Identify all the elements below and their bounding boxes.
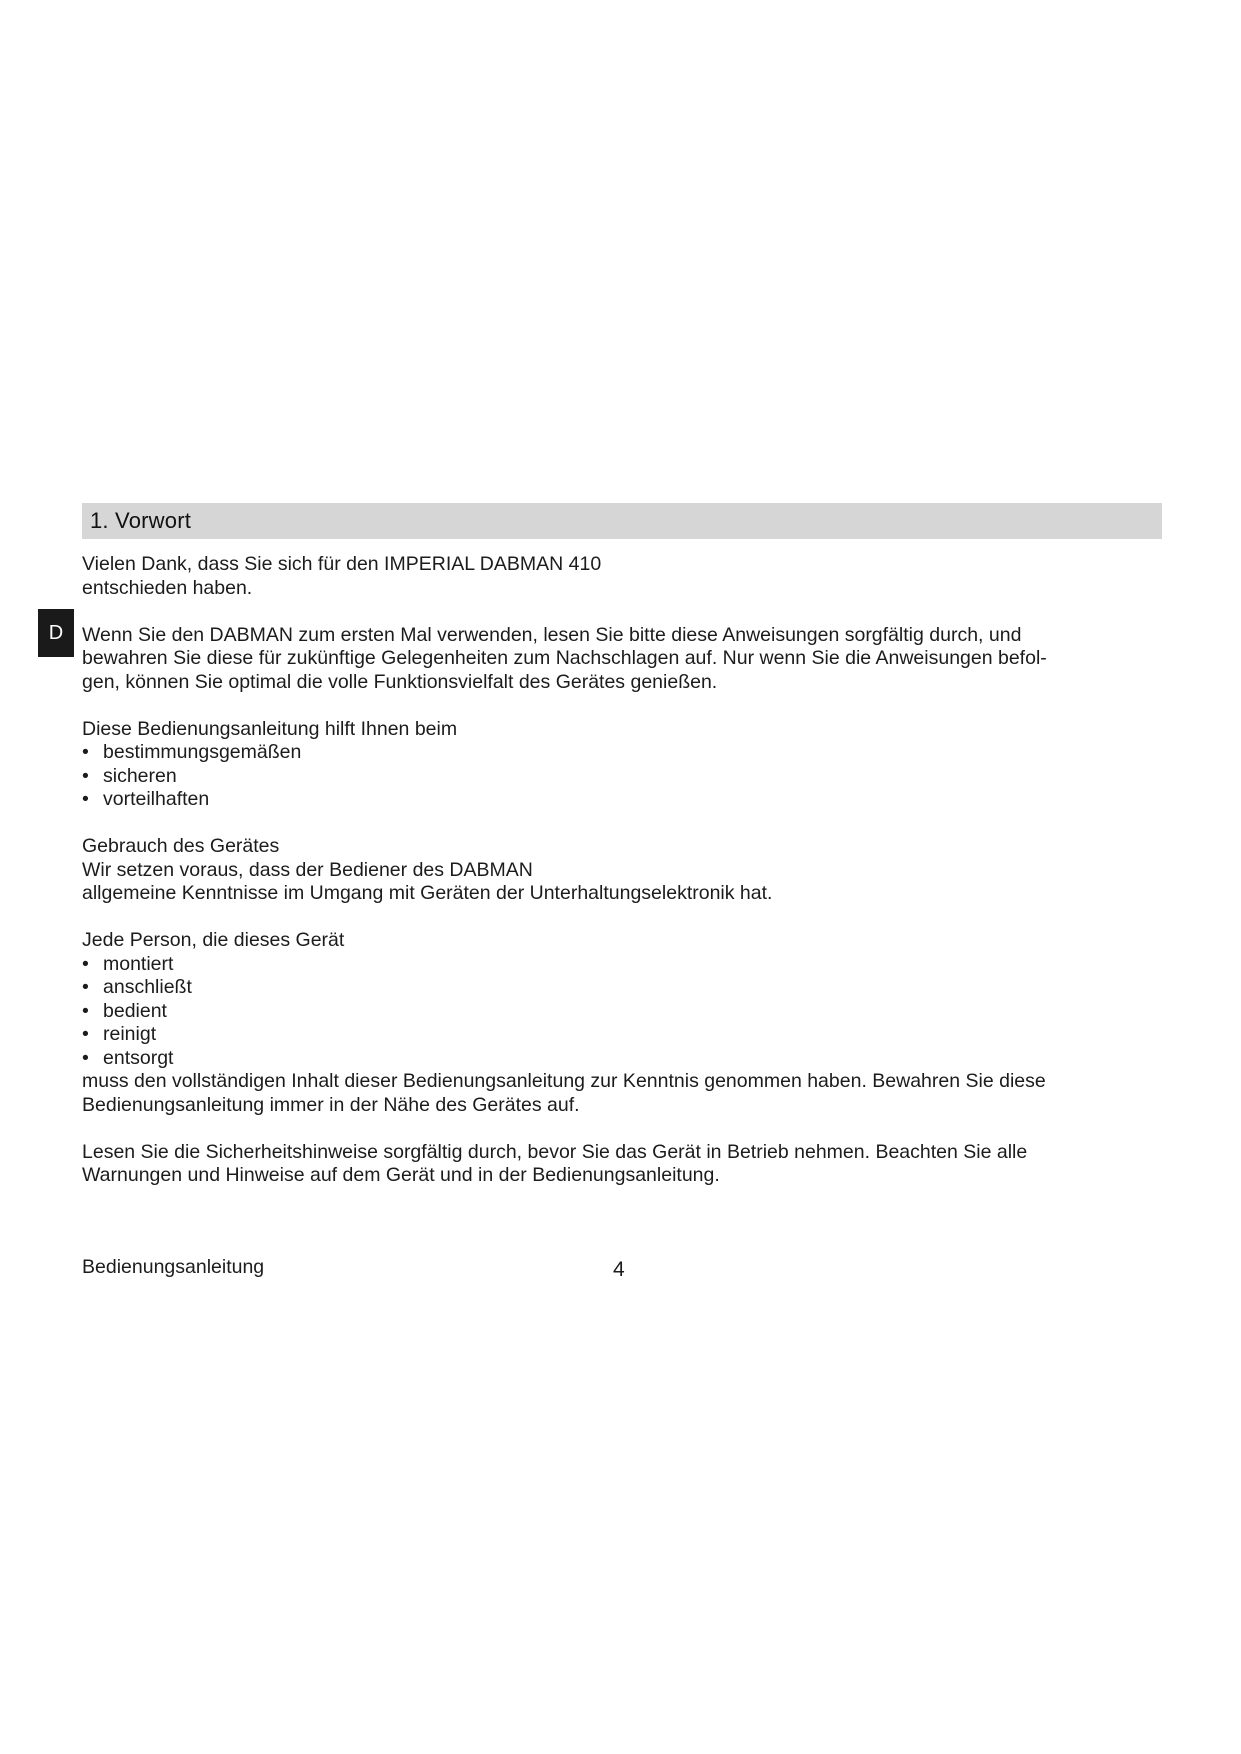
section-header <box>82 503 1162 539</box>
page-number: 4 <box>613 1258 625 1281</box>
help-intro: Diese Bedienungsanleitung hilft Ihnen beim <box>82 717 458 740</box>
language-tab-label: D <box>48 621 64 644</box>
bullet-icon: • <box>82 999 89 1022</box>
list-item <box>82 765 1172 789</box>
bullet-icon: • <box>82 788 89 810</box>
usage-line-2: Wir setzen voraus, dass der Bediener des DABMAN <box>82 858 533 881</box>
person-intro: Jede Person, die dieses Gerät <box>82 929 345 951</box>
list-item-text: bedient <box>103 999 167 1022</box>
list-item-text: sicheren <box>103 764 177 787</box>
bullet-icon: • <box>82 952 89 975</box>
list-item <box>82 1047 1172 1071</box>
safety-line-2: Warnungen und Hinweise auf dem Gerät und in der Bedienungsanleitung. <box>82 1164 720 1186</box>
intro-line-2: bewahren Sie diese für zukünftige Gelegenheiten zum Nachschlagen auf. Nur wenn Sie die Anweisungen befol- <box>82 647 1047 669</box>
bullet-icon: • <box>82 1023 89 1045</box>
intro-line-1: Wenn Sie den DABMAN zum ersten Mal verwenden, lesen Sie bitte diese Anweisungen sorgfältig durch, und <box>82 623 1022 646</box>
list-item <box>82 741 1172 765</box>
list-item <box>82 976 1172 1000</box>
bullet-icon: • <box>82 741 89 763</box>
list-item-text: entsorgt <box>103 1046 174 1069</box>
bullet-icon: • <box>82 764 89 787</box>
list-item <box>82 788 1172 812</box>
list-item <box>82 1000 1172 1024</box>
list-item-text: reinigt <box>103 1023 157 1045</box>
bullet-icon: • <box>82 976 89 998</box>
list-item <box>82 1023 1172 1047</box>
person-line-2: Bedienungsanleitung immer in der Nähe des Gerätes auf. <box>82 1093 580 1116</box>
usage-line-3: allgemeine Kenntnisse im Umgang mit Geräten der Unterhaltungselektronik hat. <box>82 882 773 904</box>
list-item-text: vorteilhaften <box>103 788 210 810</box>
thanks-line-1: Vielen Dank, dass Sie sich für den IMPERIAL DABMAN 410 <box>82 553 602 575</box>
list-item-text: montiert <box>103 952 174 975</box>
list-item-text: bestimmungsgemäßen <box>103 741 302 763</box>
footer-label: Bedienungsanleitung <box>82 1256 265 1278</box>
list-item-text: anschließt <box>103 976 192 998</box>
list-item <box>82 953 1172 977</box>
language-tab <box>38 609 74 657</box>
body-text <box>82 553 1172 1188</box>
thanks-line-2: entschieden haben. <box>82 576 253 599</box>
section-title: 1. Vorwort <box>90 508 192 533</box>
person-line-1: muss den vollständigen Inhalt dieser Bedienungsanleitung zur Kenntnis genommen haben. Bewahren Sie diese <box>82 1070 1046 1092</box>
usage-line-1: Gebrauch des Gerätes <box>82 835 280 857</box>
safety-line-1: Lesen Sie die Sicherheitshinweise sorgfältig durch, bevor Sie das Gerät in Betrieb nehmen. Beachten Sie alle <box>82 1140 1028 1163</box>
bullet-icon: • <box>82 1046 89 1069</box>
intro-line-3: gen, können Sie optimal die volle Funktionsvielfalt des Gerätes genießen. <box>82 670 718 693</box>
